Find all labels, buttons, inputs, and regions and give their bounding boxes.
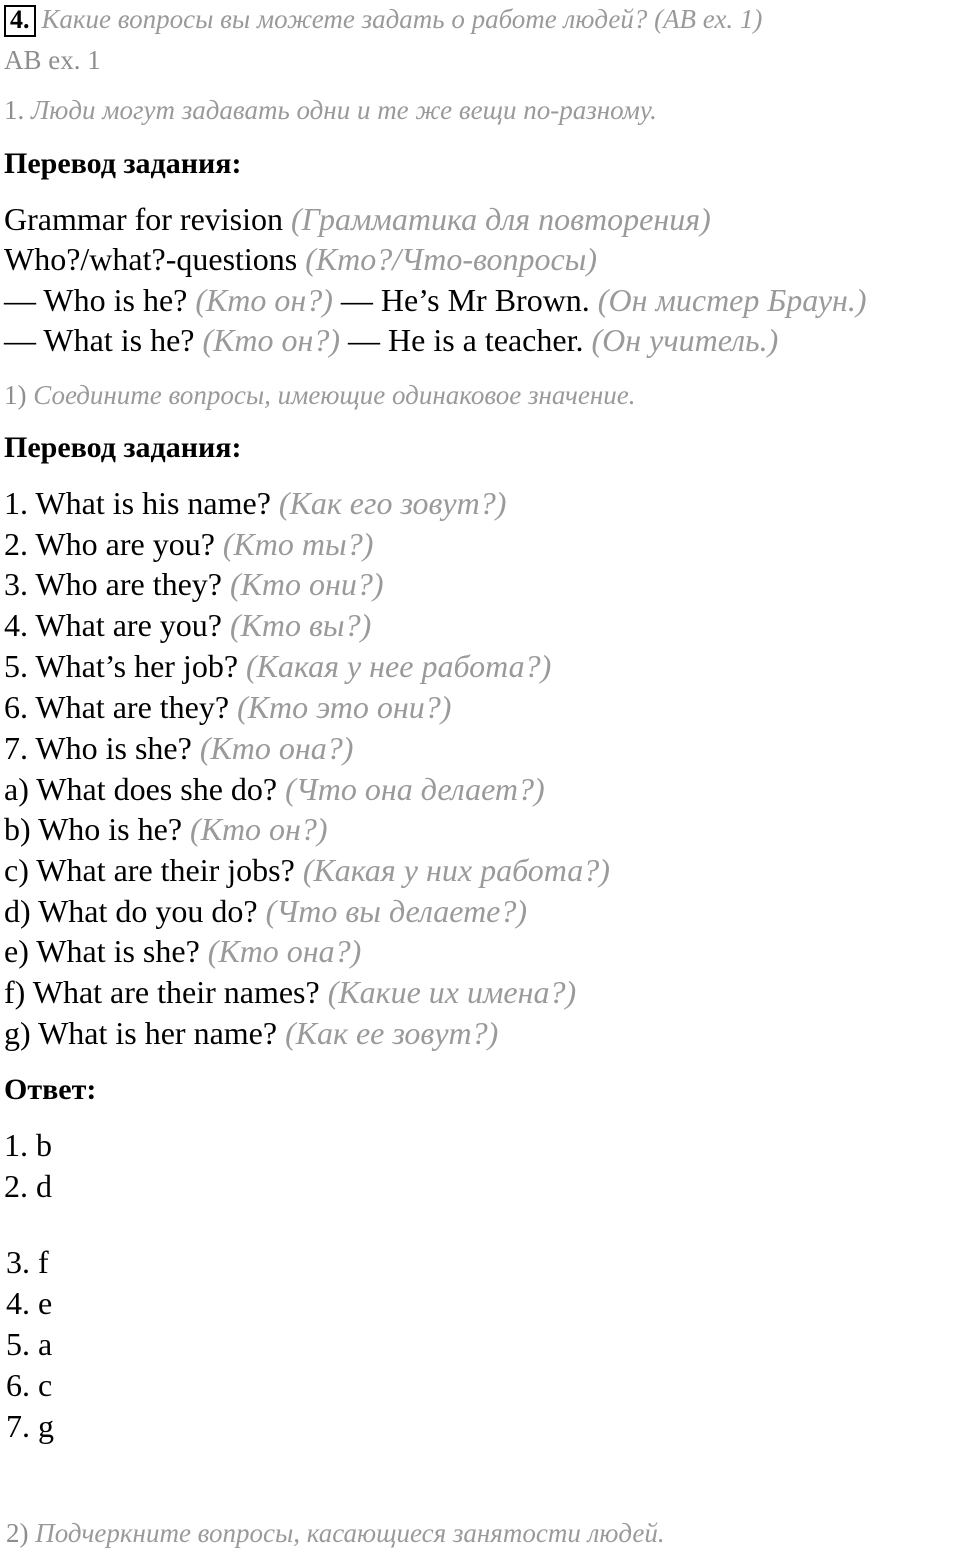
question-ru: (Как его зовут?) [278, 485, 507, 521]
question-ru: (Что вы делаете?) [265, 893, 528, 929]
question-en: 6. What are they? [4, 689, 230, 725]
grammar-line-en: Grammar for revision [4, 201, 284, 237]
answer-item: 7. g [6, 1408, 54, 1444]
ab-reference: AB ex. 1 [4, 45, 101, 75]
subtask-2-text: Подчеркните вопросы, касающиеся занятости людей. [35, 1518, 665, 1548]
grammar-line [4, 201, 711, 238]
question-en: 4. What are you? [4, 607, 222, 643]
question-item [4, 933, 361, 970]
grammar-line-en-answer: — He’s Mr Brown. [340, 282, 590, 318]
subtask-1-text: Соедините вопросы, имеющие одинаковое значение. [33, 380, 636, 410]
question-item [4, 1015, 498, 1052]
question-en: 1. What is his name? [4, 485, 271, 521]
grammar-line-ru: (Грамматика для повторения) [291, 201, 711, 237]
question-item [4, 974, 576, 1011]
question-ru: (Что она делает?) [285, 771, 545, 807]
grammar-line-en: — What is he? [4, 322, 195, 358]
subtask-2 [6, 1518, 665, 1549]
task-1-text: Люди могут задавать одни и те же вещи по-разному. [31, 95, 657, 125]
grammar-line-en: Who?/what?-questions [4, 241, 298, 277]
exercise-question: Какие вопросы вы можете задать о работе людей? (АВ ех. 1) [41, 4, 763, 34]
question-ru: (Какая у нее работа?) [246, 648, 552, 684]
question-ru: (Кто она?) [199, 730, 354, 766]
grammar-line-ru: (Кто он?) [195, 282, 333, 318]
question-en: 2. Who are you? [4, 526, 215, 562]
grammar-line-ru: (Кто?/Что-вопросы) [305, 241, 597, 277]
grammar-line [4, 241, 597, 278]
grammar-line-ru-answer: (Он учитель.) [591, 322, 779, 358]
question-en: e) What is she? [4, 933, 200, 969]
question-en: c) What are their jobs? [4, 852, 295, 888]
question-ru: (Кто это они?) [237, 689, 452, 725]
grammar-line [4, 282, 867, 319]
subtask-2-prefix: 2) [6, 1518, 29, 1548]
question-en: 3. Who are they? [4, 566, 222, 602]
question-item [4, 566, 384, 603]
answer-item: 2. d [4, 1168, 52, 1204]
grammar-line-ru: (Кто он?) [202, 322, 341, 358]
answer-heading: Ответ: [4, 1073, 97, 1106]
subtask-1 [4, 380, 636, 411]
exercise-number: 4. [4, 5, 36, 37]
answer-item: 4. e [6, 1285, 53, 1321]
question-ru: (Кто вы?) [229, 607, 372, 643]
question-en: f) What are their names? [4, 974, 320, 1010]
grammar-line-en: — Who is he? [4, 282, 188, 318]
question-item [4, 730, 353, 767]
translation-heading-1: Перевод задания: [4, 147, 242, 180]
grammar-line [4, 322, 778, 359]
answer-item: 3. f [6, 1244, 49, 1280]
subtask-1-prefix: 1) [4, 380, 27, 410]
question-ru: (Кто он?) [190, 811, 328, 847]
question-ru: (Кто они?) [229, 566, 384, 602]
question-ru: (Кто ты?) [222, 526, 374, 562]
task-1-prefix: 1. [4, 95, 25, 125]
question-item [4, 526, 373, 563]
translation-heading-2: Перевод задания: [4, 431, 242, 464]
question-item [4, 893, 527, 930]
question-item [4, 607, 371, 644]
question-ru: (Какая у них работа?) [302, 852, 610, 888]
question-ru: (Кто она?) [207, 933, 362, 969]
question-en: 5. What’s her job? [4, 648, 239, 684]
question-item [4, 811, 328, 848]
answer-item: 1. b [4, 1127, 52, 1163]
answer-item: 6. c [6, 1367, 53, 1403]
question-en: 7. Who is she? [4, 730, 192, 766]
question-item [4, 648, 551, 685]
question-en: b) Who is he? [4, 811, 183, 847]
question-en: d) What do you do? [4, 893, 258, 929]
question-en: g) What is her name? [4, 1015, 278, 1051]
answer-item: 5. a [6, 1326, 53, 1362]
question-item [4, 689, 451, 726]
question-ru: (Какие их имена?) [327, 974, 577, 1010]
task-1 [4, 95, 657, 126]
question-en: a) What does she do? [4, 771, 278, 807]
grammar-line-ru-answer: (Он мистер Браун.) [597, 282, 867, 318]
question-item [4, 852, 610, 889]
exercise-header [4, 4, 762, 37]
question-item [4, 485, 506, 522]
grammar-line-en-answer: — He is a teacher. [348, 322, 584, 358]
question-ru: (Как ее зовут?) [285, 1015, 499, 1051]
question-item [4, 771, 545, 808]
